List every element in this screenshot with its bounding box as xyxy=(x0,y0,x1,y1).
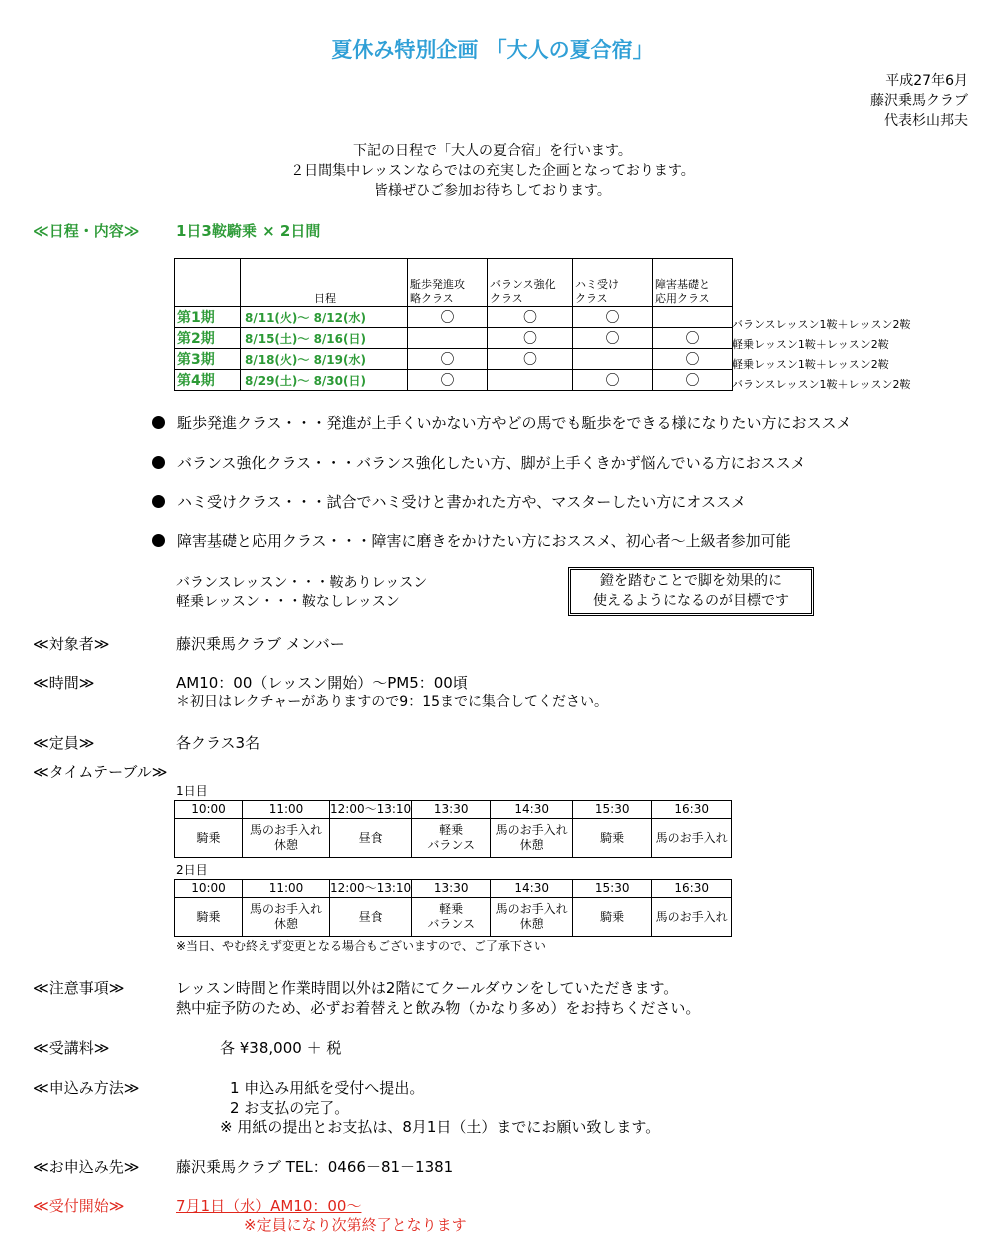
class-description: 駈歩発進クラス・・・発進が上手くいかない方やどの馬でも駈歩をできる様になりたい方におススメ xyxy=(152,412,852,433)
time-slot: 15:30 xyxy=(573,880,652,898)
period-dates: 8/18(火)～ 8/19(水) xyxy=(241,349,408,370)
contact-label: ≪お申込み先≫ xyxy=(33,1158,140,1176)
schedule-header-balance: バランス強化 クラス xyxy=(488,259,573,307)
capacity-label: ≪定員≫ xyxy=(33,734,95,752)
bullet-icon xyxy=(152,495,165,508)
time-slot: 14:30 xyxy=(491,880,573,898)
class-mark: 〇 xyxy=(408,307,488,328)
timetable-day1 xyxy=(174,800,732,858)
table-row xyxy=(175,349,733,370)
page-title: 夏休み特別企画 「大人の夏合宿」 xyxy=(331,38,654,62)
apply-step-1: 1 申込み用紙を受付へ提出。 xyxy=(230,1079,425,1097)
time-slot: 13:30 xyxy=(412,880,491,898)
apply-label: ≪申込み方法≫ xyxy=(33,1079,140,1097)
timetable-day2 xyxy=(174,879,732,937)
schedule-header-jumping: 障害基礎と 応用クラス xyxy=(653,259,733,307)
schedule-table xyxy=(174,258,733,391)
schedule-header-canter: 駈歩発進攻 略クラス xyxy=(408,259,488,307)
class-mark xyxy=(408,328,488,349)
class-mark: 〇 xyxy=(653,370,733,391)
schedule-header-date: 日程 xyxy=(241,259,408,307)
class-description: バランス強化クラス・・・バランス強化したい方、脚が上手くきかず悩んでいる方におススメ xyxy=(152,452,806,473)
class-mark xyxy=(573,349,653,370)
activity-cell: 馬のお手入れ 休憩 xyxy=(243,819,330,858)
class-mark: 〇 xyxy=(573,328,653,349)
activity-cell: 昼食 xyxy=(330,898,412,937)
schedule-header-bit: ハミ受け クラス xyxy=(573,259,653,307)
intro-line-2: ２日間集中レッスンならではの充実した企画となっております。 xyxy=(290,163,695,179)
notice-label: ≪注意事項≫ xyxy=(33,979,125,997)
activity-cell: 馬のお手入れ 休憩 xyxy=(491,819,573,858)
activity-cell: 騎乗 xyxy=(573,898,652,937)
activity-cell: 軽乗 バランス xyxy=(412,819,491,858)
period-label: 第3期 xyxy=(175,349,241,370)
issue-date: 平成27年6月 xyxy=(885,73,968,89)
goal-line: 鐙を踏むことで脚を効果的に xyxy=(600,573,782,589)
club-name: 藤沢乗馬クラブ xyxy=(870,93,968,109)
class-mark xyxy=(488,370,573,391)
period-note: 軽乗レッスン1鞍＋レッスン2鞍 xyxy=(732,338,889,351)
lesson-type-vaulting: 軽乗レッスン・・・鞍なしレッスン xyxy=(176,594,400,610)
time-value: AM10：00（レッスン開始）～PM5：00頃 xyxy=(176,674,468,692)
activity-cell: 騎乗 xyxy=(573,819,652,858)
apply-step-2: 2 お支払の完了。 xyxy=(230,1099,350,1117)
class-mark: 〇 xyxy=(488,349,573,370)
period-dates: 8/15(土)～ 8/16(日) xyxy=(241,328,408,349)
day1-label: 1日目 xyxy=(176,784,208,798)
fee-label: ≪受講料≫ xyxy=(33,1039,110,1057)
class-mark: 〇 xyxy=(573,307,653,328)
reception-label: ≪受付開始≫ xyxy=(33,1197,125,1215)
class-mark: 〇 xyxy=(488,328,573,349)
time-slot: 12:00～13:10 xyxy=(330,880,412,898)
activity-cell: 軽乗 バランス xyxy=(412,898,491,937)
period-label: 第1期 xyxy=(175,307,241,328)
class-mark: 〇 xyxy=(573,370,653,391)
lesson-type-balance: バランスレッスン・・・鞍ありレッスン xyxy=(176,575,428,591)
time-slot: 10:00 xyxy=(175,880,243,898)
time-slot: 10:00 xyxy=(175,801,243,819)
capacity-value: 各クラス3名 xyxy=(176,734,261,752)
time-slot: 11:00 xyxy=(243,880,330,898)
period-note: バランスレッスン1鞍＋レッスン2鞍 xyxy=(732,318,911,331)
intro-line-1: 下記の日程で「大人の夏合宿」を行います。 xyxy=(353,143,632,159)
target-label: ≪対象者≫ xyxy=(33,635,110,653)
activity-cell: 馬のお手入れ 休憩 xyxy=(243,898,330,937)
day2-label: 2日目 xyxy=(176,863,208,877)
period-label: 第4期 xyxy=(175,370,241,391)
schedule-header-blank xyxy=(175,259,241,307)
time-slot: 13:30 xyxy=(412,801,491,819)
period-note: 軽乗レッスン1鞍＋レッスン2鞍 xyxy=(732,358,889,371)
time-slot: 14:30 xyxy=(491,801,573,819)
bullet-icon xyxy=(152,456,165,469)
timetable-label: ≪タイムテーブル≫ xyxy=(33,763,168,781)
activity-cell: 馬のお手入れ 休憩 xyxy=(491,898,573,937)
activity-cell: 馬のお手入れ xyxy=(652,898,732,937)
table-row xyxy=(175,328,733,349)
class-mark: 〇 xyxy=(653,328,733,349)
schedule-label: ≪日程・内容≫ xyxy=(33,222,140,240)
bullet-icon xyxy=(152,416,165,429)
apply-deadline: ※ 用紙の提出とお支払は、8月1日（土）までにお願い致します。 xyxy=(220,1118,661,1136)
period-dates: 8/11(火)～ 8/12(水) xyxy=(241,307,408,328)
time-label: ≪時間≫ xyxy=(33,674,95,692)
contact-value: 藤沢乗馬クラブ TEL：0466－81－1381 xyxy=(176,1158,454,1176)
target-value: 藤沢乗馬クラブ メンバー xyxy=(176,635,345,653)
table-row xyxy=(175,307,733,328)
goal-box xyxy=(568,567,814,616)
goal-line: 使えるようになるのが目標です xyxy=(593,593,789,609)
class-mark: 〇 xyxy=(408,370,488,391)
class-mark: 〇 xyxy=(488,307,573,328)
fee-value: 各 ¥38,000 ＋ 税 xyxy=(220,1039,342,1057)
class-mark: 〇 xyxy=(653,349,733,370)
time-slot: 11:00 xyxy=(243,801,330,819)
time-slot: 16:30 xyxy=(652,880,732,898)
notice-line-1: レッスン時間と作業時間以外は2階にてクールダウンをしていただきます。 xyxy=(176,979,679,997)
activity-cell: 騎乗 xyxy=(175,898,243,937)
reception-start: 7月1日（水）AM10：00～ xyxy=(176,1197,362,1215)
period-dates: 8/29(土)～ 8/30(日) xyxy=(241,370,408,391)
bullet-icon xyxy=(152,534,165,547)
time-note: ＊初日はレクチャーがありますので9：15までに集合してください。 xyxy=(176,694,609,710)
timetable-note: ※当日、やむ終えず変更となる場合もございますので、ご了承下さい xyxy=(176,939,546,953)
schedule-summary: 1日3鞍騎乗 × 2日間 xyxy=(176,222,321,240)
activity-cell: 昼食 xyxy=(330,819,412,858)
class-mark: 〇 xyxy=(408,349,488,370)
time-slot: 15:30 xyxy=(573,801,652,819)
table-row xyxy=(175,370,733,391)
time-slot: 12:00～13:10 xyxy=(330,801,412,819)
period-label: 第2期 xyxy=(175,328,241,349)
intro-line-3: 皆様ぜひご参加お待ちしております。 xyxy=(374,183,611,199)
time-slot: 16:30 xyxy=(652,801,732,819)
class-description: 障害基礎と応用クラス・・・障害に磨きをかけたい方におススメ、初心者～上級者参加可能 xyxy=(152,530,791,551)
reception-note: ※定員になり次第終了となります xyxy=(244,1216,467,1234)
notice-line-2: 熱中症予防のため、必ずお着替えと飲み物（かなり多め）をお持ちください。 xyxy=(176,999,701,1017)
class-mark xyxy=(653,307,733,328)
class-description: ハミ受けクラス・・・試合でハミ受けと書かれた方や、マスターしたい方にオススメ xyxy=(152,491,746,512)
activity-cell: 騎乗 xyxy=(175,819,243,858)
representative: 代表杉山邦夫 xyxy=(884,113,968,129)
period-note: バランスレッスン1鞍＋レッスン2鞍 xyxy=(732,378,911,391)
activity-cell: 馬のお手入れ xyxy=(652,819,732,858)
